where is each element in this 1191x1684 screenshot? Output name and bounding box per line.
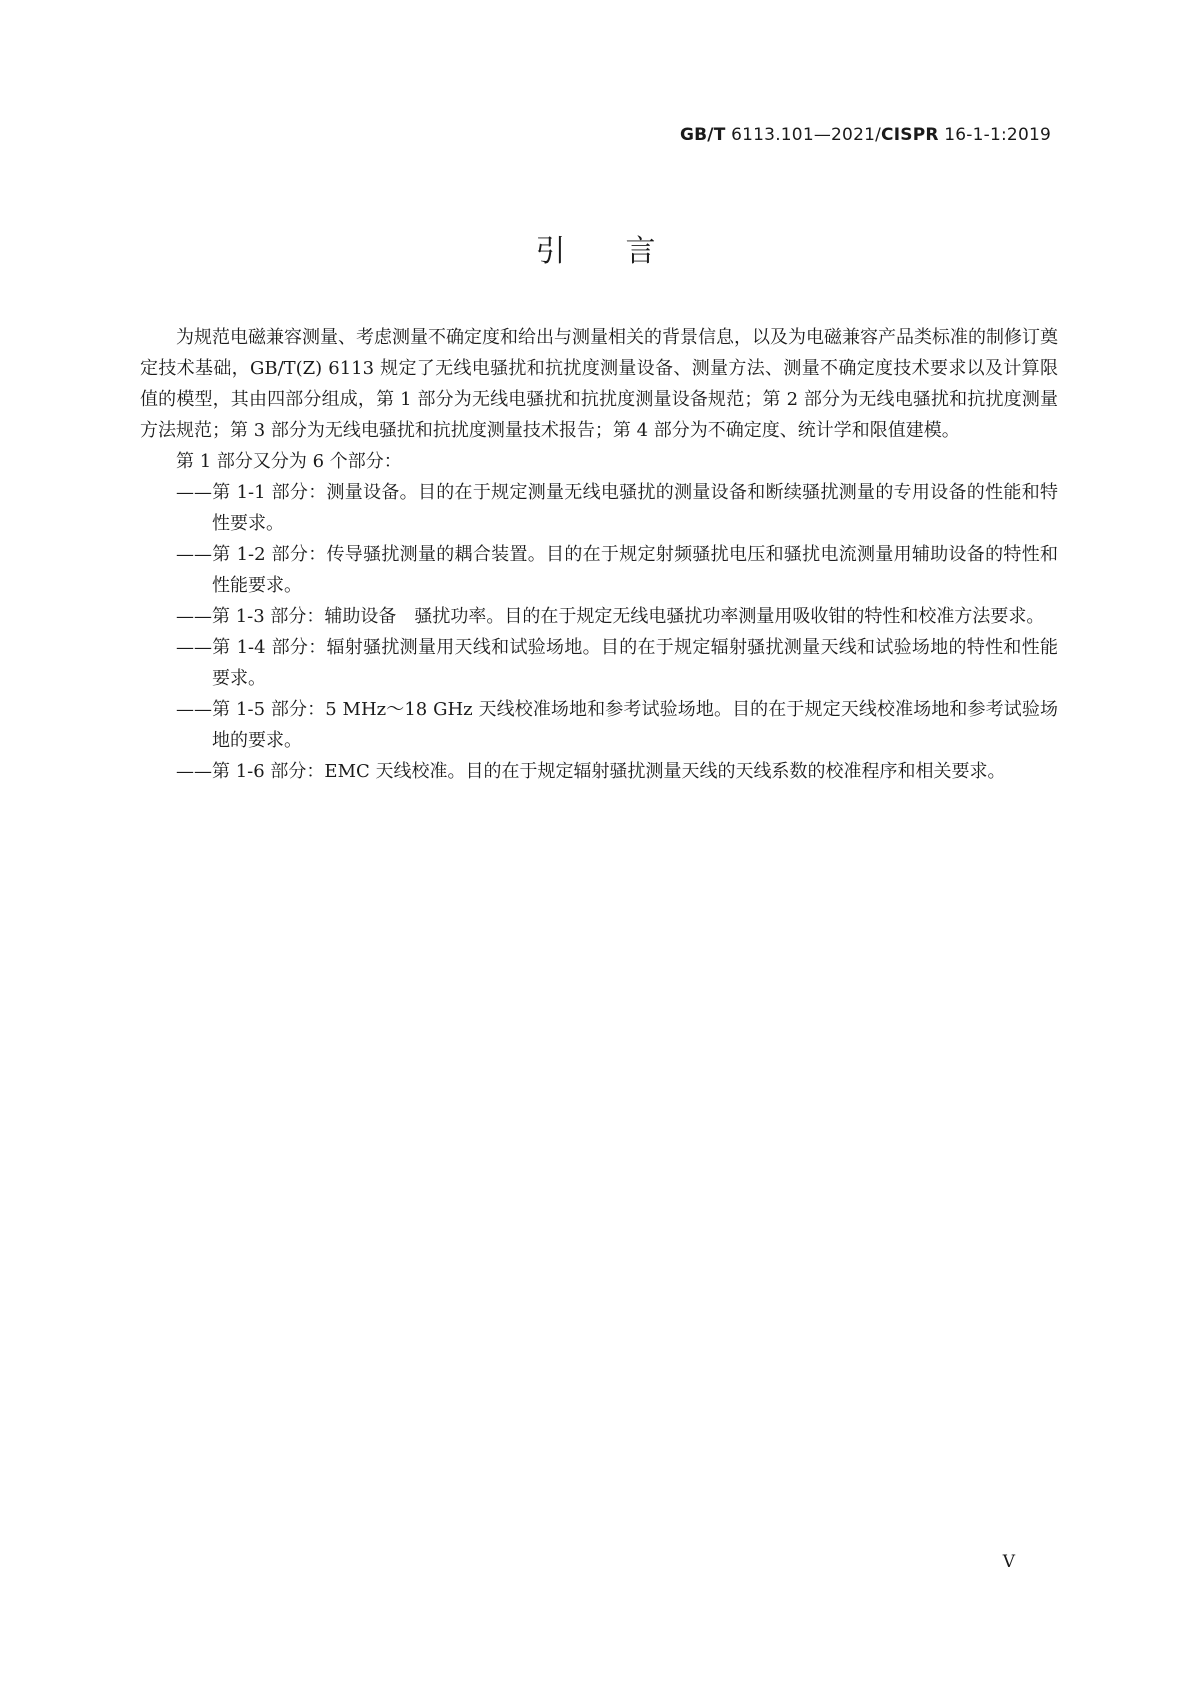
- standard-number-header: GB/T 6113.101—2021/CISPR 16-1-1:2019: [679, 125, 1051, 145]
- list-item: ——第 1-1 部分：测量设备。目的在于规定测量无线电骚扰的测量设备和断续骚扰测量的专用设备的性能和特性要求。: [176, 482, 1058, 534]
- section-title: 引言: [535, 234, 716, 269]
- list-item: ——第 1-4 部分：辐射骚扰测量用天线和试验场地。目的在于规定辐射骚扰测量天线和试验场地的特性和性能要求。: [176, 637, 1058, 689]
- section-body: [140, 322, 1058, 787]
- subparts-intro: 第 1 部分又分为 6 个部分：: [176, 451, 402, 472]
- intro-paragraph: 为规范电磁兼容测量、考虑测量不确定度和给出与测量相关的背景信息，以及为电磁兼容产品类标准的制修订奠定技术基础，GB/T(Z) 6113 规定了无线电骚扰和抗扰度测量设备、测量方法、测量不确定度技术要求以及计算限值的模型，其由四部分组成，第 1 部分为无线电骚扰和抗扰度测量设备规范；第 2 部分为无线电骚扰和抗扰度测量方法规范；第 3 部分为无线电骚扰和抗扰度测量技术报告；第 4 部分为不确定度、统计学和限值建模。: [140, 327, 1058, 441]
- list-item: ——第 1-2 部分：传导骚扰测量的耦合装置。目的在于规定射频骚扰电压和骚扰电流测量用辅助设备的特性和性能要求。: [176, 544, 1058, 596]
- page-number: V: [1002, 1552, 1015, 1572]
- list-item: ——第 1-6 部分：EMC 天线校准。目的在于规定辐射骚扰测量天线的天线系数的校准程序和相关要求。: [176, 761, 1006, 782]
- list-item: ——第 1-3 部分：辅助设备 骚扰功率。目的在于规定无线电骚扰功率测量用吸收钳的特性和校准方法要求。: [176, 606, 1045, 627]
- list-item: ——第 1-5 部分：5 MHz～18 GHz 天线校准场地和参考试验场地。目的在于规定天线校准场地和参考试验场地的要求。: [176, 699, 1058, 751]
